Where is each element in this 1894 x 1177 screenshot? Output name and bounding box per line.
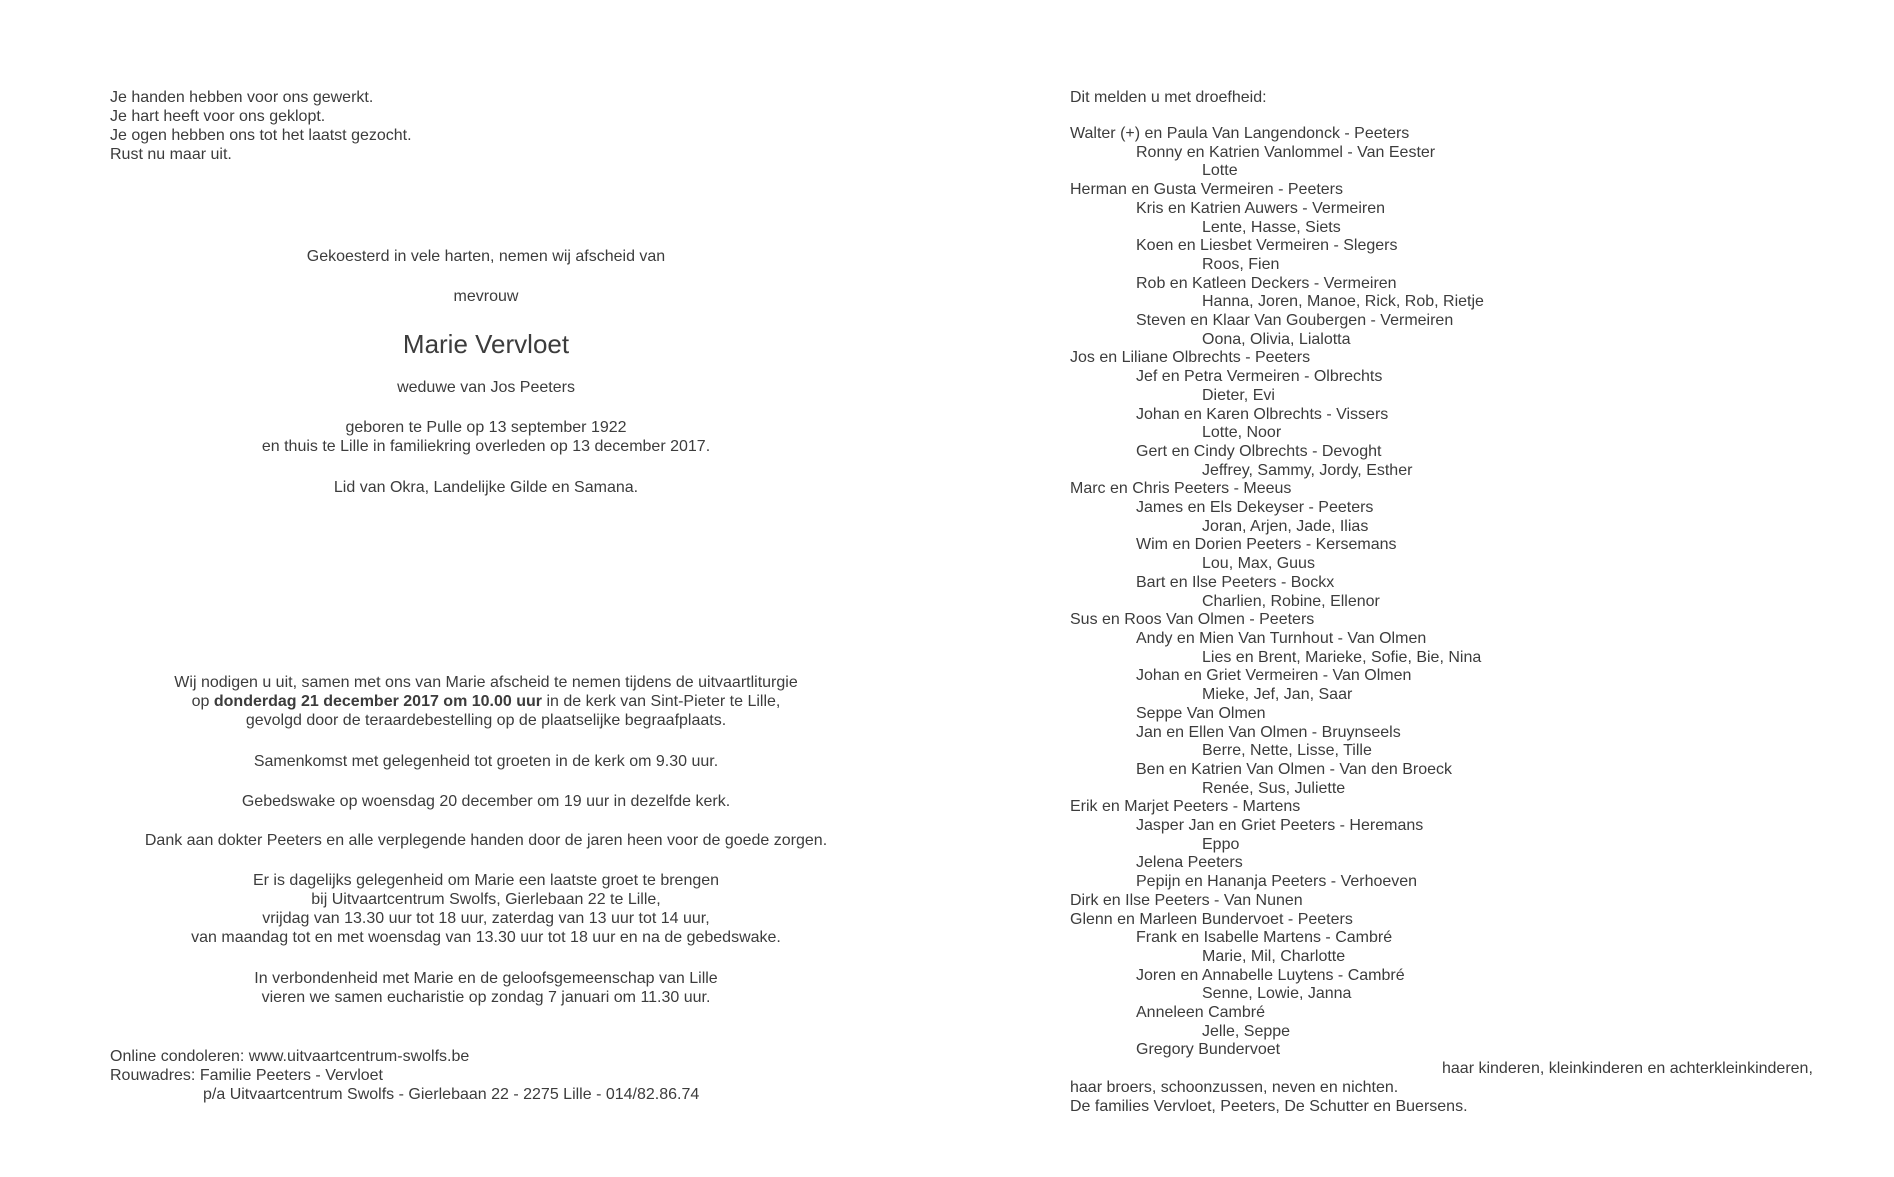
family-member-level-1: Walter (+) en Paula Van Langendonck - Peeters — [1070, 125, 1410, 142]
family-member-level-3: Senne, Lowie, Janna — [1202, 985, 1352, 1003]
closing-line: haar broers, schoonzussen, neven en nichten. — [1070, 1078, 1399, 1096]
invitation-post: in de kerk van Sint-Pieter te Lille, — [546, 693, 781, 710]
family-member-level-3: Lotte, Noor — [1202, 424, 1282, 442]
poem-line: Je hart heeft voor ons geklopt. — [110, 108, 326, 125]
poem-line: Rust nu maar uit. — [110, 146, 232, 163]
family-member-level-2: Anneleen Cambré — [1136, 1004, 1265, 1022]
intro-line: Gekoesterd in vele harten, nemen wij afscheid van — [306, 248, 666, 265]
online-condolence: Online condoleren: www.uitvaartcentrum-swolfs.be — [110, 1048, 470, 1065]
eucharist-line: In verbondenheid met Marie en de geloofsgemeenschap van Lille — [254, 970, 718, 987]
family-member-level-2: Frank en Isabelle Martens - Cambré — [1136, 929, 1393, 947]
family-member-level-3: Dieter, Evi — [1202, 386, 1275, 404]
deceased-name: Marie Vervloet — [402, 329, 570, 359]
family-member-level-2: Steven en Klaar Van Goubergen - Vermeiren — [1136, 312, 1454, 330]
family-member-level-3: Jeffrey, Sammy, Jordy, Esther — [1202, 461, 1413, 479]
family-member-level-3: Marie, Mil, Charlotte — [1202, 947, 1346, 965]
family-member-level-1: Glenn en Marleen Bundervoet - Peeters — [1070, 910, 1353, 928]
family-member-level-3: Eppo — [1202, 835, 1240, 853]
family-member-level-3: Lies en Brent, Marieke, Sofie, Bie, Nina — [1202, 648, 1482, 666]
family-member-level-2: Ronny en Katrien Vanlommel - Van Eester — [1136, 143, 1436, 161]
prayer-vigil: Gebedswake op woensdag 20 december om 19 uur in dezelfde kerk. — [241, 793, 731, 810]
family-member-level-2: Andy en Mien Van Turnhout - Van Olmen — [1136, 629, 1427, 647]
birth-death — [110, 418, 862, 456]
visitation-line: van maandag tot en met woensdag van 13.30 uur tot 18 uur en na de gebedswake. — [191, 929, 781, 946]
announce: Dit melden u met droefheid: — [1070, 89, 1267, 106]
family-member-level-2: Rob en Katleen Deckers - Vermeiren — [1136, 274, 1397, 292]
family-member-level-2: Bart en Ilse Peeters - Bockx — [1136, 573, 1335, 591]
family-member-level-3: Renée, Sus, Juliette — [1202, 779, 1346, 797]
right-page — [960, 0, 1894, 1177]
family-member-level-3: Joran, Arjen, Jade, Ilias — [1202, 517, 1369, 535]
mourning-address: Rouwadres: Familie Peeters - Vervloet — [110, 1067, 383, 1084]
family-member-level-2: Seppe Van Olmen — [1136, 704, 1266, 722]
family-member-level-3: Jelle, Seppe — [1202, 1022, 1291, 1040]
family-member-level-2: Pepijn en Hananja Peeters - Verhoeven — [1136, 873, 1418, 891]
family-member-level-1: Erik en Marjet Peeters - Martens — [1070, 798, 1301, 816]
poem — [110, 88, 412, 164]
family-member-level-2: Jan en Ellen Van Olmen - Bruynseels — [1136, 723, 1401, 741]
family-member-level-2: Koen en Liesbet Vermeiren - Slegers — [1136, 237, 1398, 255]
poem-line: Je handen hebben voor ons gewerkt. — [110, 89, 374, 106]
family-member-level-1: Jos en Liliane Olbrechts - Peeters — [1070, 349, 1311, 367]
visitation-line: vrijdag van 13.30 uur tot 18 uur, zaterdag van 13 uur tot 14 uur, — [262, 910, 710, 927]
family-member-level-3: Roos, Fien — [1202, 255, 1280, 273]
visitation — [110, 871, 862, 947]
family-member-level-2: Gregory Bundervoet — [1136, 1041, 1281, 1059]
family-member-level-3: Lente, Hasse, Siets — [1202, 218, 1341, 236]
family-member-level-2: Johan en Griet Vermeiren - Van Olmen — [1136, 667, 1412, 685]
family-member-level-3: Oona, Olivia, Lialotta — [1202, 330, 1351, 348]
widow-of: weduwe van Jos Peeters — [397, 379, 575, 396]
invitation-pre: op — [191, 693, 210, 710]
family-member-level-2: Jelena Peeters — [1136, 854, 1243, 872]
invitation-line: Wij nodigen u uit, samen met ons van Marie afscheid te nemen tijdens de uitvaartliturgie — [174, 674, 798, 691]
born-line: geboren te Pulle op 13 september 1922 — [345, 419, 627, 436]
family-member-level-3: Hanna, Joren, Manoe, Rick, Rob, Rietje — [1202, 293, 1484, 311]
family-member-level-3: Charlien, Robine, Ellenor — [1202, 592, 1380, 610]
family-member-level-2: Jef en Petra Vermeiren - Olbrechts — [1136, 368, 1383, 386]
family-member-level-1: Dirk en Ilse Peeters - Van Nunen — [1070, 891, 1303, 909]
family-member-level-1: Marc en Chris Peeters - Meeus — [1070, 480, 1292, 498]
honorific: mevrouw — [453, 288, 519, 305]
family-member-level-1: Herman en Gusta Vermeiren - Peeters — [1070, 181, 1344, 199]
family-member-level-2: Joren en Annabelle Luytens - Cambré — [1136, 966, 1405, 984]
family-list — [1070, 125, 1870, 1116]
invitation-line: gevolgd door de teraardebestelling op de plaatselijke begraafplaats. — [245, 712, 727, 729]
poem-line: Je ogen hebben ons tot het laatst gezocht. — [110, 127, 412, 144]
family-member-level-2: Ben en Katrien Van Olmen - Van den Broeck — [1136, 760, 1453, 778]
family-member-level-1: Sus en Roos Van Olmen - Peeters — [1070, 611, 1315, 629]
family-member-level-3: Lou, Max, Guus — [1202, 555, 1315, 573]
mourning-address-detail: p/a Uitvaartcentrum Swolfs - Gierlebaan 22 - 2275 Lille - 014/82.86.74 — [203, 1086, 700, 1103]
thanks: Dank aan dokter Peeters en alle verplegende handen door de jaren heen voor de goede zorgen. — [144, 832, 828, 849]
footer — [110, 1047, 699, 1104]
family-member-level-2: Johan en Karen Olbrechts - Vissers — [1136, 405, 1389, 423]
family-member-level-2: Jasper Jan en Griet Peeters - Heremans — [1136, 817, 1424, 835]
membership: Lid van Okra, Landelijke Gilde en Samana. — [333, 479, 639, 496]
closing-line: haar kinderen, kleinkinderen en achterkleinkinderen, — [1442, 1060, 1813, 1078]
eucharist — [110, 969, 862, 1007]
died-line: en thuis te Lille in familiekring overleden op 13 december 2017. — [261, 438, 711, 455]
funeral-date: donderdag 21 december 2017 om 10.00 uur — [213, 693, 543, 710]
family-member-level-3: Mieke, Jef, Jan, Saar — [1202, 686, 1353, 704]
eucharist-line: vieren we samen eucharistie op zondag 7 januari om 11.30 uur. — [261, 989, 711, 1006]
visitation-line: Er is dagelijks gelegenheid om Marie een laatste groet te brengen — [252, 872, 720, 889]
family-member-level-3: Lotte — [1202, 162, 1238, 180]
closing-line: De families Vervloet, Peeters, De Schutter en Buersens. — [1070, 1097, 1468, 1115]
family-member-level-2: James en Els Dekeyser - Peeters — [1136, 499, 1374, 517]
invitation — [110, 673, 862, 730]
family-member-level-3: Berre, Nette, Lisse, Tille — [1202, 742, 1372, 760]
gathering: Samenkomst met gelegenheid tot groeten in de kerk om 9.30 uur. — [253, 753, 719, 770]
family-member-level-2: Kris en Katrien Auwers - Vermeiren — [1136, 199, 1385, 217]
invitation-line-date — [110, 692, 862, 711]
visitation-line: bij Uitvaartcentrum Swolfs, Gierlebaan 22 te Lille, — [311, 891, 661, 908]
family-member-level-2: Gert en Cindy Olbrechts - Devoght — [1136, 442, 1382, 460]
family-member-level-2: Wim en Dorien Peeters - Kersemans — [1136, 536, 1397, 554]
